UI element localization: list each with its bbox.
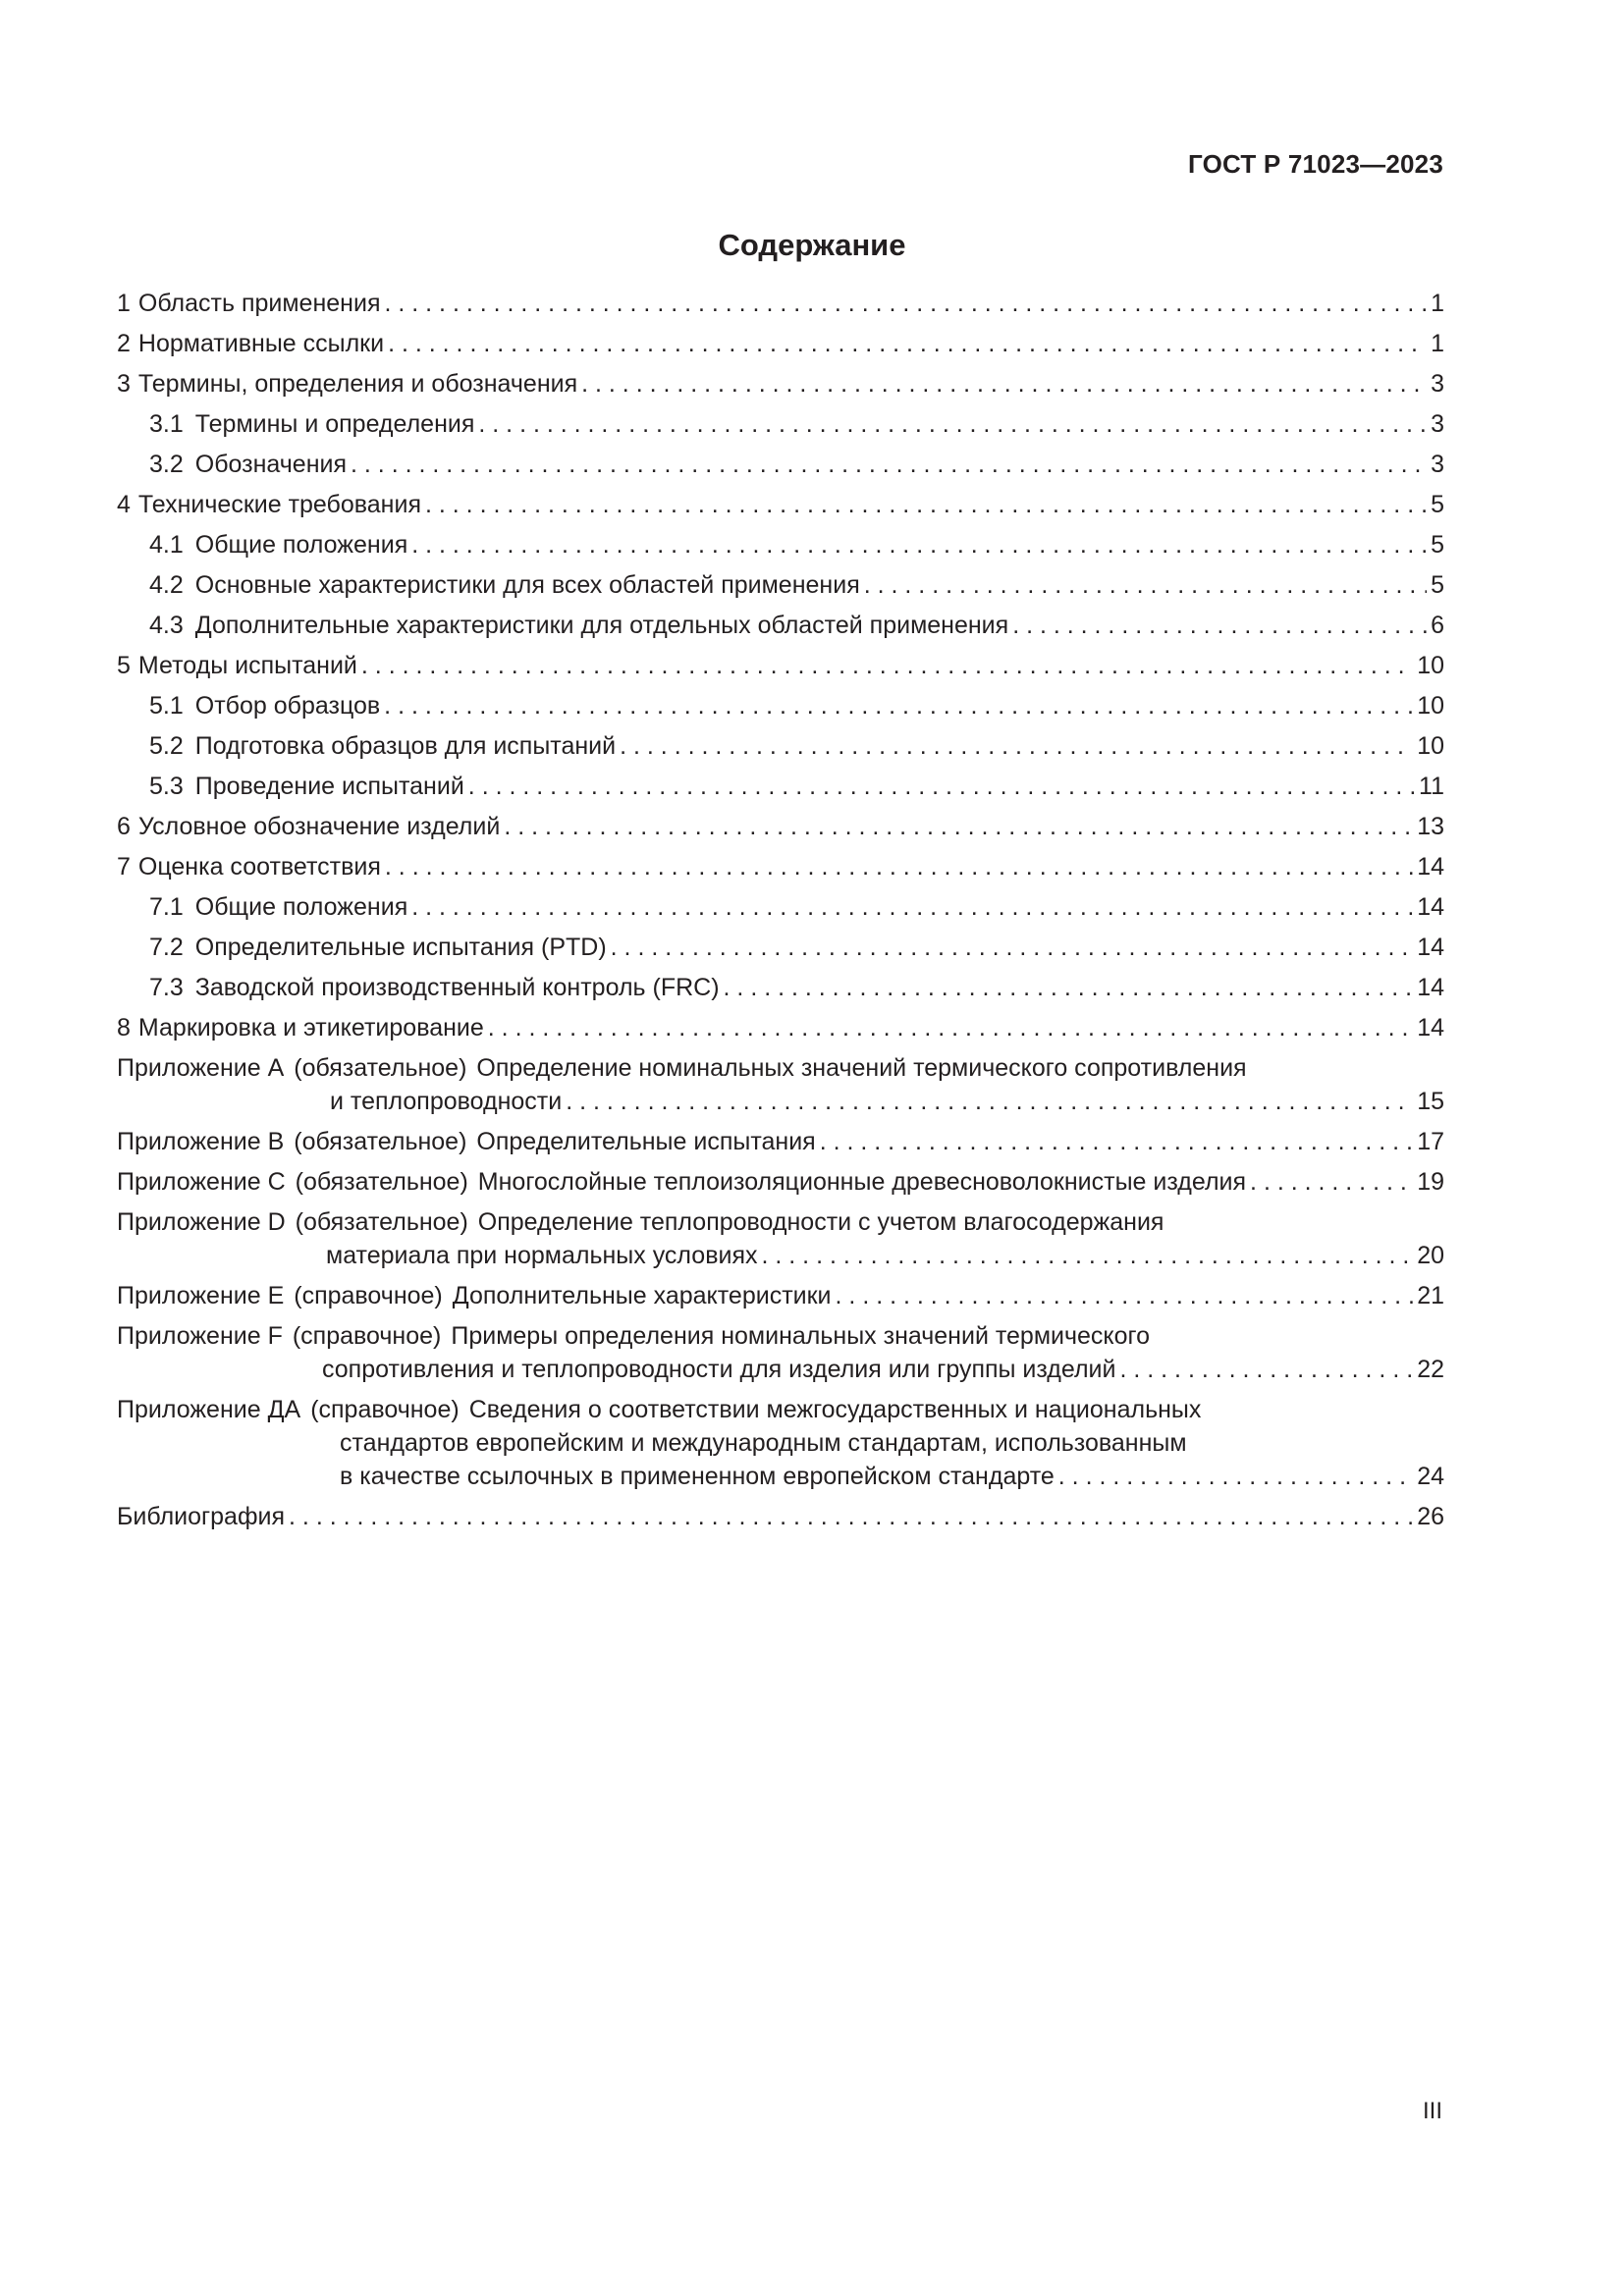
toc-page: 14 [1417, 1014, 1444, 1041]
toc-page: 5 [1431, 491, 1444, 518]
table-of-contents [117, 287, 1444, 1540]
toc-number: 4.3 [149, 612, 184, 639]
dot-leader [351, 448, 1427, 481]
toc-text: Определительные испытания (PTD) [194, 934, 607, 961]
toc-entry[interactable] [117, 488, 1444, 528]
toc-page: 21 [1417, 1282, 1444, 1309]
toc-number: 5.3 [149, 773, 184, 800]
appendix-type: (справочное) [294, 1282, 443, 1309]
toc-number: 7.3 [149, 974, 184, 1001]
toc-entry[interactable] [117, 890, 1444, 931]
toc-appendix-f[interactable] [117, 1319, 1444, 1386]
toc-page: 14 [1417, 893, 1444, 921]
toc-entry[interactable] [117, 407, 1444, 448]
dot-leader [566, 1085, 1413, 1118]
toc-page: 17 [1417, 1128, 1444, 1155]
toc-bibliography[interactable] [117, 1500, 1444, 1540]
toc-number: 7.1 [149, 893, 184, 921]
toc-text: Нормативные ссылки [137, 330, 385, 357]
appendix-type: (обязательное) [294, 1054, 467, 1082]
toc-entry[interactable] [117, 770, 1444, 810]
toc-entry[interactable] [117, 1011, 1444, 1051]
appendix-label: Приложение Е [117, 1282, 285, 1309]
dot-leader [384, 689, 1413, 722]
toc-number: 2 [117, 330, 131, 357]
toc-page: 15 [1417, 1088, 1444, 1115]
toc-text: Библиография [117, 1503, 286, 1530]
toc-text: Дополнительные характеристики для отдельных областей применения [194, 612, 1009, 639]
appendix-title: Сведения о соответствии межгосударственных и национальных [468, 1396, 1202, 1423]
toc-entry[interactable] [117, 810, 1444, 850]
toc-number: 5 [117, 652, 131, 679]
appendix-title-cont: сопротивления и теплопроводности для изделия или группы изделий [322, 1356, 1116, 1383]
appendix-type: (справочное) [292, 1322, 442, 1350]
toc-entry[interactable] [117, 287, 1444, 327]
toc-number: 4.1 [149, 531, 184, 559]
toc-page: 14 [1417, 974, 1444, 1001]
toc-page: 14 [1417, 934, 1444, 961]
dot-leader [1012, 609, 1427, 642]
toc-number: 7.2 [149, 934, 184, 961]
toc-text: Общие положения [194, 531, 408, 559]
document-code: ГОСТ Р 71023—2023 [1188, 149, 1443, 179]
toc-entry[interactable] [117, 327, 1444, 367]
toc-appendix-da[interactable] [117, 1393, 1444, 1493]
dot-leader [425, 488, 1427, 521]
toc-entry[interactable] [117, 528, 1444, 568]
toc-text: Обозначения [194, 451, 348, 478]
toc-page: 19 [1417, 1168, 1444, 1196]
toc-page: 14 [1417, 853, 1444, 881]
appendix-title-cont: стандартов европейским и международным стандартам, использованным [340, 1429, 1187, 1457]
appendix-type: (обязательное) [294, 1128, 467, 1155]
appendix-title-cont: в качестве ссылочных в примененном европейском стандарте [340, 1463, 1055, 1490]
toc-text: Проведение испытаний [194, 773, 464, 800]
toc-text: Технические требования [137, 491, 421, 518]
toc-entry[interactable] [117, 367, 1444, 407]
dot-leader [388, 327, 1427, 360]
dot-leader [384, 287, 1427, 320]
toc-text: Термины, определения и обозначения [137, 370, 578, 398]
appendix-label: Приложение С [117, 1168, 286, 1196]
toc-page: 6 [1431, 612, 1444, 639]
toc-number: 3.1 [149, 410, 184, 438]
toc-entry[interactable] [117, 689, 1444, 729]
appendix-label: Приложение В [117, 1128, 285, 1155]
dot-leader [620, 729, 1413, 763]
toc-entry[interactable] [117, 448, 1444, 488]
dot-leader [411, 528, 1427, 561]
appendix-title: Определение теплопроводности с учетом влагосодержания [477, 1208, 1164, 1236]
toc-page: 10 [1417, 692, 1444, 720]
dot-leader [611, 931, 1414, 964]
toc-number: 5.1 [149, 692, 184, 720]
appendix-title: Примеры определения номинальных значений термического [451, 1322, 1151, 1350]
dot-leader [581, 367, 1427, 400]
toc-number: 7 [117, 853, 131, 881]
toc-entry[interactable] [117, 729, 1444, 770]
appendix-label: Приложение D [117, 1208, 286, 1236]
dot-leader [385, 850, 1413, 883]
appendix-title: Дополнительные характеристики [452, 1282, 832, 1309]
appendix-label: Приложение ДА [117, 1396, 301, 1423]
toc-page: 13 [1417, 813, 1444, 840]
dot-leader [820, 1125, 1413, 1158]
toc-text: Отбор образцов [194, 692, 381, 720]
dot-leader [504, 810, 1413, 843]
page-title: Содержание [718, 228, 906, 262]
appendix-type: (обязательное) [295, 1168, 468, 1196]
toc-page: 1 [1431, 290, 1444, 317]
dot-leader [1119, 1353, 1413, 1386]
appendix-title-cont: и теплопроводности [330, 1088, 563, 1115]
toc-entry[interactable] [117, 649, 1444, 689]
toc-page: 10 [1417, 652, 1444, 679]
toc-text: Маркировка и этикетирование [137, 1014, 484, 1041]
appendix-type: (справочное) [310, 1396, 460, 1423]
toc-entry[interactable] [117, 568, 1444, 609]
toc-number: 8 [117, 1014, 131, 1041]
toc-text: Термины и определения [194, 410, 475, 438]
toc-appendix-e[interactable] [117, 1279, 1444, 1319]
appendix-label: Приложение А [117, 1054, 285, 1082]
toc-entry[interactable] [117, 609, 1444, 649]
toc-page: 24 [1417, 1463, 1444, 1490]
appendix-label: Приложение F [117, 1322, 283, 1350]
toc-number: 4 [117, 491, 131, 518]
dot-leader [468, 770, 1415, 803]
dot-leader [289, 1500, 1413, 1533]
toc-text: Общие положения [194, 893, 408, 921]
appendix-type: (обязательное) [295, 1208, 468, 1236]
appendix-title: Определительные испытания [476, 1128, 816, 1155]
toc-page: 5 [1431, 531, 1444, 559]
dot-leader [1250, 1165, 1413, 1199]
toc-appendix-d[interactable] [117, 1205, 1444, 1272]
toc-page: 22 [1417, 1356, 1444, 1383]
toc-text: Заводской производственный контроль (FRC) [194, 974, 720, 1001]
toc-number: 1 [117, 290, 131, 317]
toc-page: 11 [1419, 773, 1444, 800]
toc-entry[interactable] [117, 971, 1444, 1011]
toc-page: 20 [1417, 1242, 1444, 1269]
toc-number: 4.2 [149, 571, 184, 599]
dot-leader [478, 407, 1427, 441]
toc-entry[interactable] [117, 850, 1444, 890]
toc-page: 26 [1417, 1503, 1444, 1530]
toc-appendix-c[interactable] [117, 1165, 1444, 1205]
toc-appendix-b[interactable] [117, 1125, 1444, 1165]
toc-number: 3.2 [149, 451, 184, 478]
dot-leader [762, 1239, 1414, 1272]
toc-number: 3 [117, 370, 131, 398]
dot-leader [724, 971, 1414, 1004]
toc-page: 3 [1431, 410, 1444, 438]
toc-page: 3 [1431, 370, 1444, 398]
appendix-title: Определение номинальных значений термического сопротивления [476, 1054, 1247, 1082]
toc-text: Оценка соответствия [137, 853, 381, 881]
dot-leader [864, 568, 1427, 602]
toc-number: 5.2 [149, 732, 184, 760]
toc-page: 5 [1431, 571, 1444, 599]
dot-leader [1058, 1460, 1413, 1493]
dot-leader [361, 649, 1413, 682]
dot-leader [836, 1279, 1414, 1312]
toc-page: 10 [1417, 732, 1444, 760]
toc-appendix-a[interactable] [117, 1051, 1444, 1118]
toc-text: Основные характеристики для всех областей применения [194, 571, 860, 599]
toc-number: 6 [117, 813, 131, 840]
toc-page: 3 [1431, 451, 1444, 478]
toc-text: Подготовка образцов для испытаний [194, 732, 617, 760]
toc-page: 1 [1431, 330, 1444, 357]
appendix-title-cont: материала при нормальных условиях [326, 1242, 758, 1269]
toc-entry[interactable] [117, 931, 1444, 971]
dot-leader [488, 1011, 1413, 1044]
toc-text: Условное обозначение изделий [137, 813, 501, 840]
appendix-title: Многослойные теплоизоляционные древесноволокнистые изделия [477, 1168, 1247, 1196]
toc-text: Область применения [137, 290, 381, 317]
toc-text: Методы испытаний [137, 652, 357, 679]
dot-leader [411, 890, 1413, 924]
page-number: III [1422, 2098, 1442, 2124]
